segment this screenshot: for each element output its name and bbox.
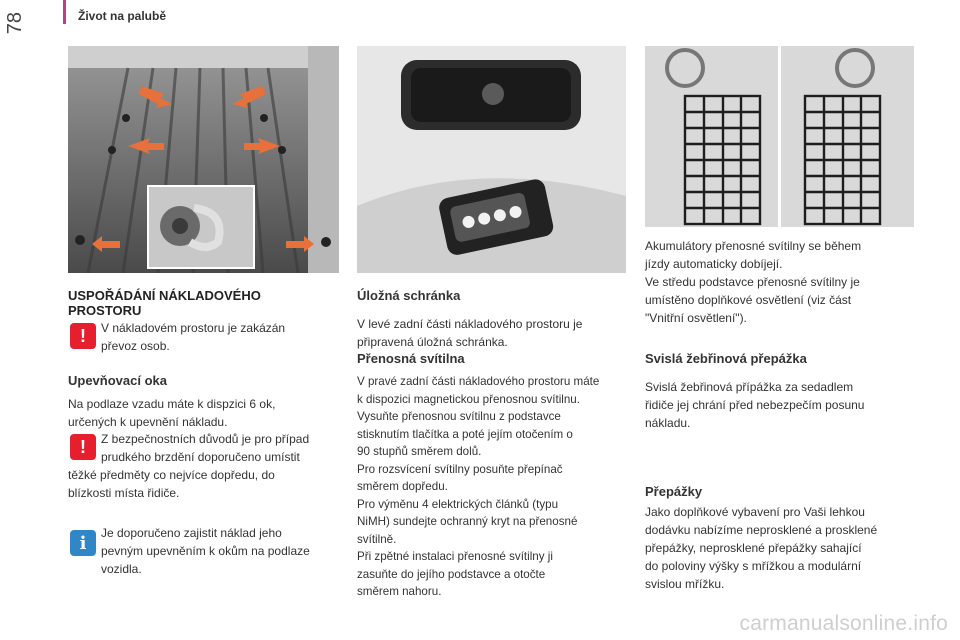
- cargo-section-title: USPOŘÁDÁNÍ NÁKLADOVÉHO PROSTORU: [68, 288, 261, 318]
- anchors-text: Na podlaze vzadu máte k dispzici 6 ok, určených k upevnění nákladu.: [68, 397, 276, 429]
- passenger-warning-text: V nákladovém prostoru je zakázán převoz osob.: [101, 321, 286, 353]
- accent-bar: [63, 0, 66, 24]
- section-title: Život na palubě: [78, 9, 167, 23]
- storage-lamp-illustration: [357, 46, 626, 273]
- lamp-title: Přenosná svítilna: [357, 351, 465, 366]
- ladder-partition-photo: [645, 46, 914, 227]
- ladder-title: Svislá žebřinová přepážka: [645, 351, 807, 366]
- partition-text: Jako doplňkové vybavení pro Vaši lehkou dodávku nabízíme neprosklené a prosklené přepážky, neprosklené přepážky sahající do poloviny výšky s mřížkou a modulární svislou mřížku.: [645, 505, 878, 591]
- info-icon: i: [70, 530, 96, 556]
- cargo-floor-photo: [68, 46, 339, 273]
- watermark: carmanualsonline.info: [739, 612, 948, 635]
- ladder-partition-illustration: [645, 46, 914, 227]
- battery-text: Akumulátory přenosné svítilny se během jízdy automaticky dobíjejí. Ve středu podstavce přenosné svítilny je umístěno doplňkové osvětlení (viz část "Vnitřní osvětlení").: [645, 239, 862, 325]
- storage-title: Úložná schránka: [357, 288, 461, 303]
- warning-icon: !: [70, 434, 96, 460]
- storage-text: V levé zadní části nákladového prostoru je připravená úložná schránka.: [357, 317, 583, 349]
- storage-lamp-photo: [357, 46, 626, 273]
- lamp-text: V pravé zadní části nákladového prostoru máte k dispozici magnetickou přenosnou svítilnu. Vysuňte přenosnou svítilnu z podstavce stisknutím tlačítka a poté jejím otočením o 90 stupňů směrem dolů. Pro rozsvícení svítilny posuňte přepínač směrem dopředu. Pro výměnu 4 elektrických článků (typu NiMH) sundejte ochranný kryt na přenosné svítilně. Při zpětné instalaci přenosné svítilny ji zasuňte do jejího podstavce a otočte směrem nahoru.: [357, 375, 600, 598]
- warning-icon: !: [70, 323, 96, 349]
- anchors-warning-text-cont: těžké předměty co nejvíce dopředu, do blízkosti místa řidiče.: [68, 468, 275, 500]
- cargo-floor-illustration: [68, 46, 339, 273]
- info-text: Je doporučeno zajistit náklad jeho pevným upevněním k okům na podlaze vozidla.: [101, 526, 310, 576]
- anchors-title: Upevňovací oka: [68, 373, 167, 388]
- page-number: 78: [4, 12, 26, 35]
- anchors-warning-text: Z bezpečnostních důvodů je pro případ prudkého brzdění doporučeno umístit: [101, 432, 310, 464]
- partition-title: Přepážky: [645, 484, 703, 499]
- ladder-text: Svislá žebřinová přípážka za sedadlem řidiče jej chrání před nebezpečím posunu nákladu.: [645, 380, 865, 430]
